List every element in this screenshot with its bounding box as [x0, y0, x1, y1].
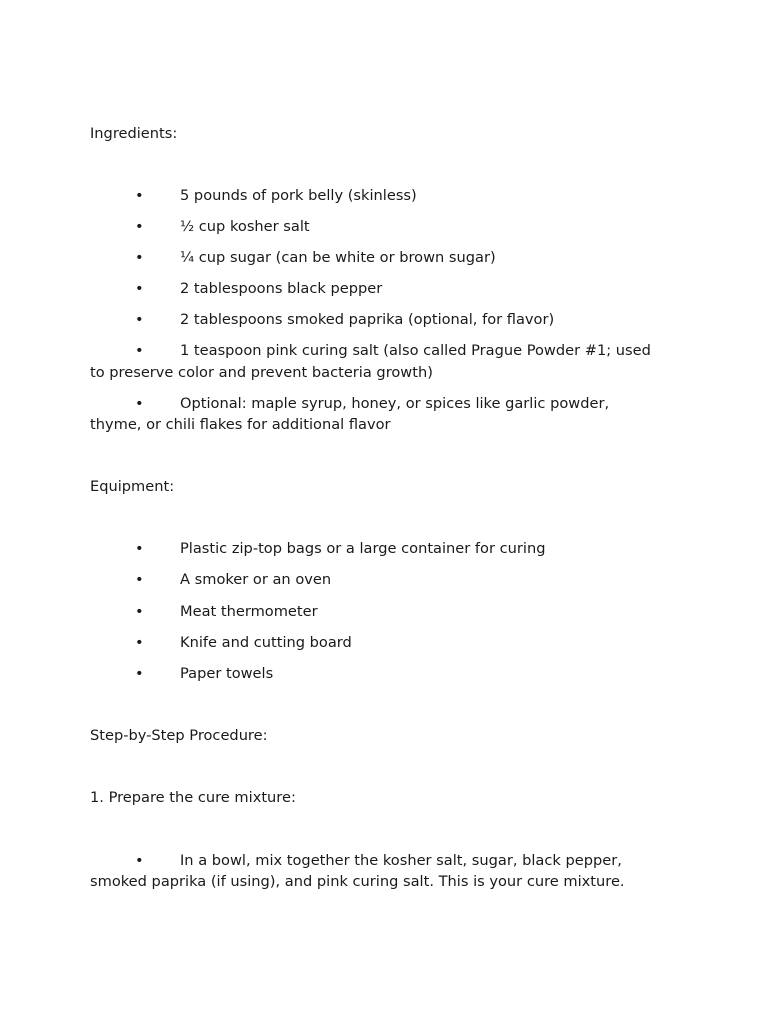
bullet-icon: • — [135, 395, 144, 412]
equipment-heading: Equipment: — [90, 478, 175, 495]
bullet-icon: • — [135, 571, 144, 588]
list-item-text-continued: smoked paprika (if using), and pink curing salt. This is your cure mixture. — [90, 873, 625, 890]
list-item-text: In a bowl, mix together the kosher salt, sugar, black pepper, — [180, 852, 622, 869]
list-item-text: 2 tablespoons smoked paprika (optional, for flavor) — [180, 311, 555, 328]
list-item-text: Plastic zip-top bags or a large container for curing — [180, 540, 546, 557]
list-item-text: 1 teaspoon pink curing salt (also called Prague Powder #1; used — [180, 342, 651, 359]
procedure-heading: Step-by-Step Procedure: — [90, 727, 268, 744]
list-item-text-continued: to preserve color and prevent bacteria growth) — [90, 364, 433, 381]
list-item-text: Optional: maple syrup, honey, or spices like garlic powder, — [180, 395, 610, 412]
list-item-text: ½ cup kosher salt — [180, 218, 310, 235]
bullet-icon: • — [135, 218, 144, 235]
bullet-icon: • — [135, 634, 144, 651]
bullet-icon: • — [135, 249, 144, 266]
list-item-text: Paper towels — [180, 665, 274, 682]
step-1-heading: 1. Prepare the cure mixture: — [90, 789, 296, 806]
ingredients-heading: Ingredients: — [90, 125, 178, 142]
bullet-icon: • — [135, 187, 144, 204]
list-item-text: 5 pounds of pork belly (skinless) — [180, 187, 417, 204]
list-item-text: Knife and cutting board — [180, 634, 352, 651]
bullet-icon: • — [135, 311, 144, 328]
bullet-icon: • — [135, 342, 144, 359]
list-item-text: A smoker or an oven — [180, 571, 332, 588]
list-item-text: Meat thermometer — [180, 603, 318, 620]
bullet-icon: • — [135, 852, 144, 869]
list-item-text: ¼ cup sugar (can be white or brown sugar) — [180, 249, 496, 266]
bullet-icon: • — [135, 603, 144, 620]
bullet-icon: • — [135, 280, 144, 297]
bullet-icon: • — [135, 665, 144, 682]
bullet-icon: • — [135, 540, 144, 557]
list-item-text: 2 tablespoons black pepper — [180, 280, 383, 297]
list-item-text-continued: thyme, or chili flakes for additional flavor — [90, 416, 391, 433]
